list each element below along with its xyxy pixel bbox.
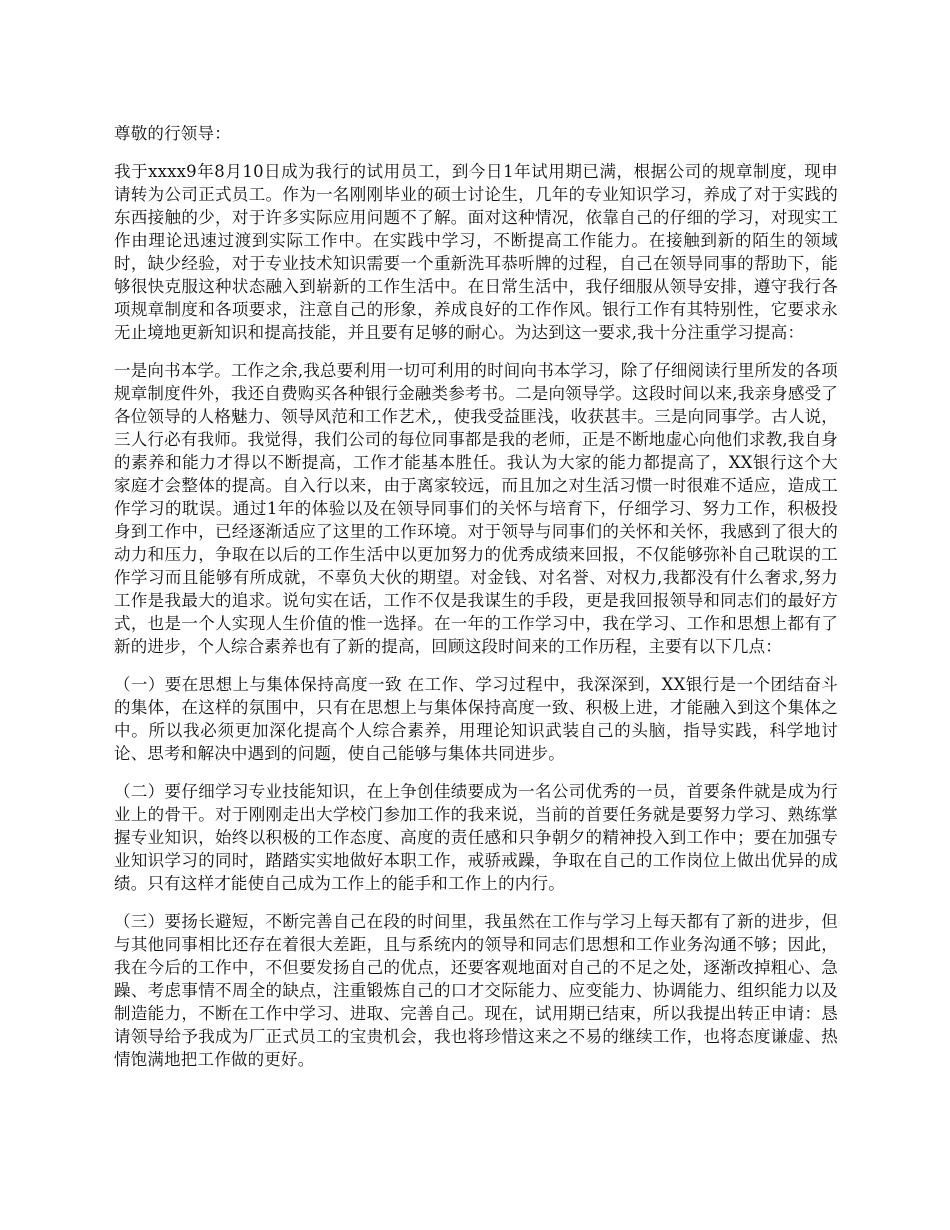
- paragraph-application-intro: 我于xxxx9年8月10日成为我行的试用员工，到今日1年试用期已满，根据公司的规章制度，现申请转为公司正式员工。作为一名刚刚毕业的硕士讨论生，几年的专业知识学习，养成了对于实践的东西接触的少，对于许多实际应用问题不了解。面对这种情况，依靠自己的仔细的学习，对现实工作由理论迅速过渡到实际工作中。在实践中学习，不断提高工作能力。在接触到新的陌生的领域时，缺少经验，对于专业技术知识需要一个重新洗耳恭听牌的过程，自己在领导同事的帮助下，能够很快克服这种状态融入到崭新的工作生活中。在日常生活中，我仔细服从领导安排，遵守我行各项规章制度和各项要求，注意自己的形象，养成良好的工作作风。银行工作有其特别性，它要求永无止境地更新知识和提高技能，并且要有足够的耐心。为达到这一要求,我十分注重学习提高：: [114, 162, 838, 342]
- paragraph-point-one: （一）要在思想上与集体保持高度一致 在工作、学习过程中，我深深到，XX银行是一个团结奋斗的集体，在这样的氛围中，只有在思想上与集体保持高度一致、积极上进，才能融入到这个集体之中。所以我必须更加深化提高个人综合素养，用理论知识武装自己的头脑，指导实践，科学地讨论、思考和解决中遇到的问题，使自己能够与集体共同进步。: [114, 675, 838, 763]
- paragraph-learning-methods: 一是向书本学。工作之余,我总要利用一切可利用的时间向书本学习，除了仔细阅读行里所发的各项规章制度件外，我还自费购买各种银行金融类参考书。二是向领导学。这段时间以来,我亲身感受了各位领导的人格魅力、领导风范和工作艺术,，使我受益匪浅，收获甚丰。三是向同事学。古人说，三人行必有我师。我觉得，我们公司的每位同事都是我的老师，正是不断地虚心向他们求教,我自身的素养和能力才得以不断提高，工作才能基本胜任。我认为大家的能力都提高了，XX银行这个大家庭才会整体的提高。自入行以来，由于离家较远，而且加之对生活习惯一时很难不适应，造成工作学习的耽误。通过1年的体验以及在领导同事们的关怀与培育下，仔细学习、努力工作，积极投身到工作中，已经逐渐适应了这里的工作环境。对于领导与同事们的关怀和关怀，我感到了很大的动力和压力，争取在以后的工作生活中以更加努力的优秀成绩来回报，不仅能够弥补自己耽误的工作学习而且能够有所成就，不辜负大伙的期望。对金钱、对名誉、对权力,我都没有什么奢求,努力工作是我最大的追求。说句实在话，工作不仅是我谋生的手段，更是我回报领导和同志们的最好方式，也是一个人实现人生价值的惟一选择。在一年的工作学习中，我在学习、工作和思想上都有了新的进步，个人综合素养也有了新的提高，回顾这段时间来的工作历程，主要有以下几点：: [114, 361, 838, 656]
- document-body: [114, 122, 838, 1086]
- salutation: 尊敬的行领导：: [114, 124, 231, 143]
- paragraph-point-three: （三）要扬长避短，不断完善自己在段的时间里，我虽然在工作与学习上每天都有了新的进步，但与其他同事相比还存在着很大差距，且与系统内的领导和同志们思想和工作业务沟通不够；因此，我在今后的工作中，不但要发扬自己的优点，还要客观地面对自己的不足之处，逐渐改掉粗心、急躁、考虑事情不周全的缺点，注重锻炼自己的口才交际能力、应变能力、协调能力、组织能力以及制造能力，不断在工作中学习、进取、完善自己。现在，试用期已结束，所以我提出转正申请：恳请领导给予我成为厂正式员工的宝贵机会，我也将珍惜这来之不易的继续工作，也将态度谦虚、热情饱满地把工作做的更好。: [114, 912, 838, 1069]
- paragraph-point-two: （二）要仔细学习专业技能知识，在上争创佳绩要成为一名公司优秀的一员，首要条件就是成为行业上的骨干。对于刚刚走出大学校门参加工作的我来说，当前的首要任务就是要努力学习、熟练掌握专业知识，始终以积极的工作态度、高度的责任感和只争朝夕的精神投入到工作中；要在加强专业知识学习的同时，踏踏实实地做好本职工作，戒骄戒躁，争取在自己的工作岗位上做出优异的成绩。只有这样才能使自己成为工作上的能手和工作上的内行。: [114, 782, 838, 893]
